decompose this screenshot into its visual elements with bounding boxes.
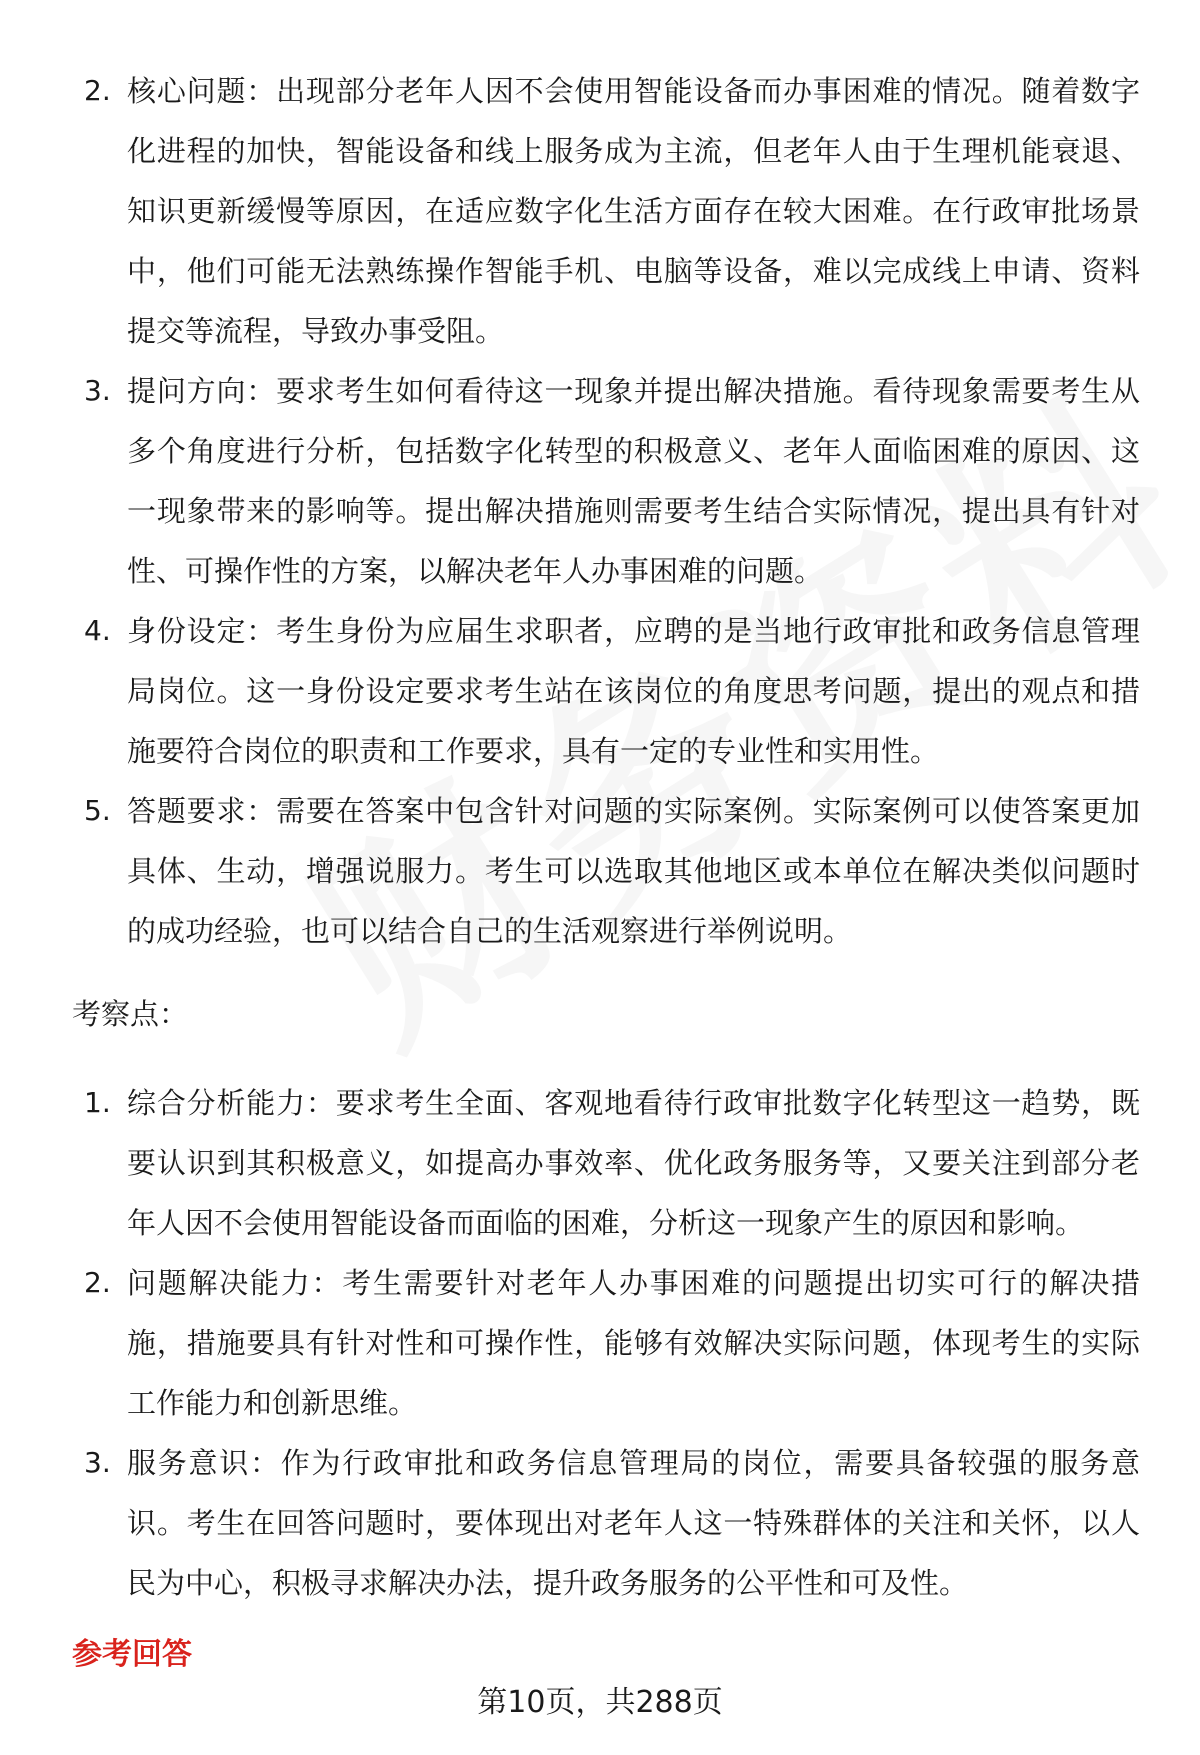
list-item-text: 答题要求：需要在答案中包含针对问题的实际案例。实际案例可以使答案更加具体、生动，增强说服力。考生可以选取其他地区或本单位在解决类似问题时的成功经验，也可以结合自己的生活观察进行举例说明。 <box>127 794 1140 948</box>
list-item-number: 2. <box>84 74 111 107</box>
list-item-text: 提问方向：要求考生如何看待这一现象并提出解决措施。看待现象需要考生从多个角度进行分析，包括数字化转型的积极意义、老年人面临困难的原因、这一现象带来的影响等。提出解决措施则需要考生结合实际情况，提出具有针对性、可操作性的方案，以解决老年人办事困难的问题。 <box>127 374 1140 588</box>
list-item-text: 综合分析能力：要求考生全面、客观地看待行政审批数字化转型这一趋势，既要认识到其积极意义，如提高办事效率、优化政务服务等，又要关注到部分老年人因不会使用智能设备而面临的困难，分析这一现象产生的原因和影响。 <box>127 1086 1140 1240</box>
list-item-text: 服务意识：作为行政审批和政务信息管理局的岗位，需要具备较强的服务意识。考生在回答问题时，要体现出对老年人这一特殊群体的关注和关怀，以人民为中心，积极寻求解决办法，提升政务服务的公平性和可及性。 <box>127 1446 1140 1600</box>
list-item <box>0 781 1200 961</box>
list-item-number: 5. <box>84 794 111 827</box>
page-number-footer: 第10页，共288页 <box>477 1685 723 1720</box>
section-heading-assessment: 考察点： <box>72 997 189 1031</box>
list-item <box>0 601 1200 781</box>
list-item-number: 4. <box>84 614 111 647</box>
list-item <box>0 1253 1200 1433</box>
list-item <box>0 61 1200 361</box>
list-item <box>0 1073 1200 1253</box>
list-item <box>0 1433 1200 1613</box>
analysis-list <box>0 61 1200 961</box>
list-item-text: 核心问题：出现部分老年人因不会使用智能设备而办事困难的情况。随着数字化进程的加快，智能设备和线上服务成为主流，但老年人由于生理机能衰退、知识更新缓慢等原因，在适应数字化生活方面存在较大困难。在行政审批场景中，他们可能无法熟练操作智能手机、电脑等设备，难以完成线上申请、资料提交等流程，导致办事受阻。 <box>127 74 1140 348</box>
assessment-list <box>0 1073 1200 1613</box>
list-item-text: 问题解决能力：考生需要针对老年人办事困难的问题提出切实可行的解决措施，措施要具有针对性和可操作性，能够有效解决实际问题，体现考生的实际工作能力和创新思维。 <box>127 1266 1140 1420</box>
list-item-number: 1. <box>84 1086 111 1119</box>
list-item <box>0 361 1200 601</box>
list-item-text: 身份设定：考生身份为应届生求职者，应聘的是当地行政审批和政务信息管理局岗位。这一身份设定要求考生站在该岗位的角度思考问题，提出的观点和措施要符合岗位的职责和工作要求，具有一定的专业性和实用性。 <box>127 614 1140 768</box>
list-item-number: 3. <box>84 1446 111 1479</box>
list-item-number: 2. <box>84 1266 111 1299</box>
list-item-number: 3. <box>84 374 111 407</box>
reference-answer-heading: 参考回答 <box>72 1637 192 1672</box>
